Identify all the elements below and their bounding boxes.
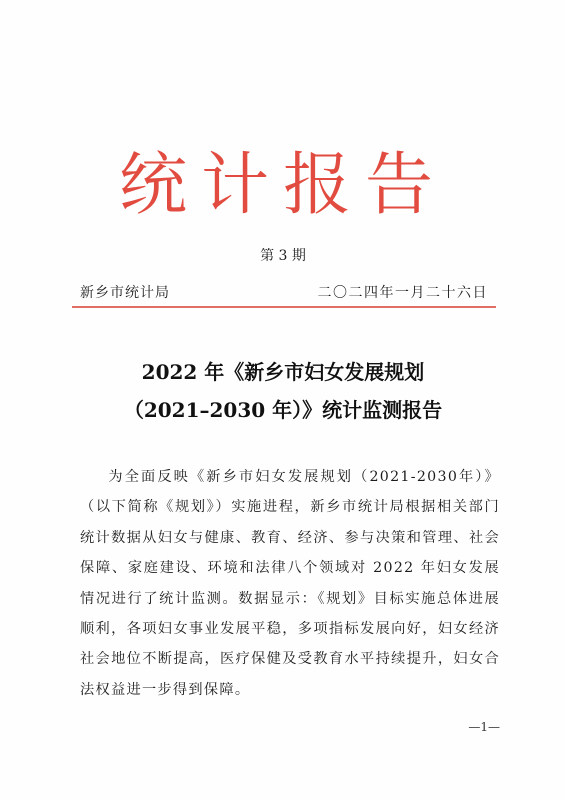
page-number: —1—	[468, 720, 500, 734]
masthead-title: 统计报告	[118, 146, 447, 225]
body-paragraph: 为全面反映《新乡市妇女发展规划（2021-2030年）》（以下简称《规划》）实施进程，新乡市统计局根据相关部门统计数据从妇女与健康、教育、经济、参与决策和管理、社会保障、家庭建设、环境和法律八个领域对 2022 年妇女发展情况进行了统计监测。数据显示：《规划》目标实施总体进展顺利，各项妇女事业发展平稳，多项指标发展向好，妇女经济社会地位不断提高，医疗保健及受教育水平持续提升，妇女合法权益进一步得到保障。	[80, 469, 500, 698]
header-divider	[72, 306, 496, 308]
report-title-line-2: （2021–2030 年）》统计监测报告	[123, 398, 443, 422]
issuing-agency: 新乡市统计局	[80, 285, 170, 301]
issue-number: 第 3 期	[260, 248, 306, 264]
issue-date: 二〇二四年一月二十六日	[317, 285, 488, 301]
report-title-line-1: 2022 年《新乡市妇女发展规划	[141, 360, 425, 384]
